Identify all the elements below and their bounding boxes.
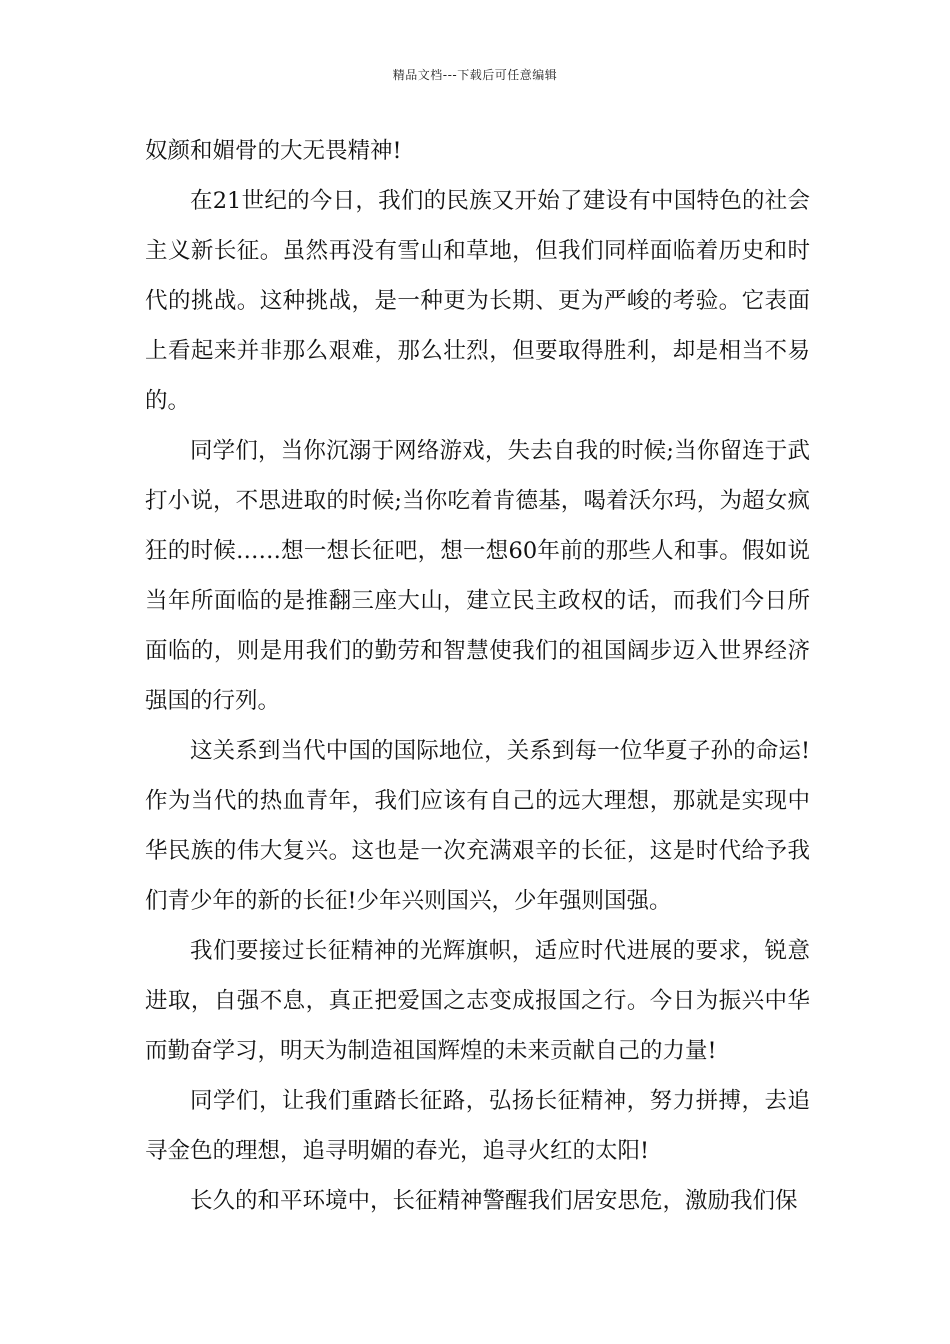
paragraph: 我们要接过长征精神的光辉旗帜，适应时代进展的要求，锐意进取，自强不息，真正把爱国之志变成报国之行。今日为振兴中华而勤奋学习，明天为制造祖国辉煌的未来贡献自己的力量! xyxy=(145,938,810,1064)
paragraph: 在21世纪的今日，我们的民族又开始了建设有中国特色的社会主义新长征。虽然再没有雪山和草地，但我们同样面临着历史和时代的挑战。这种挑战，是一种更为长期、更为严峻的考验。它表面上看起来并非那么艰难，那么壮烈，但要取得胜利，却是相当不易的。 xyxy=(145,188,810,414)
document-body xyxy=(145,126,810,1226)
paragraph: 长久的和平环境中，长征精神警醒我们居安思危，激励我们保 xyxy=(190,1188,798,1214)
page-header: 精品文档---下载后可任意编辑 xyxy=(392,68,558,82)
paragraph-continuation: 奴颜和媚骨的大无畏精神! xyxy=(145,138,402,164)
paragraph: 同学们，让我们重踏长征路，弘扬长征精神，努力拼搏，去追寻金色的理想，追寻明媚的春光，追寻火红的太阳! xyxy=(145,1088,810,1164)
paragraph: 这关系到当代中国的国际地位，关系到每一位华夏子孙的命运!作为当代的热血青年，我们应该有自己的远大理想，那就是实现中华民族的伟大复兴。这也是一次充满艰辛的长征，这是时代给予我们青少年的新的长征!少年兴则国兴，少年强则国强。 xyxy=(145,738,810,914)
paragraph: 同学们，当你沉溺于网络游戏，失去自我的时候;当你留连于武打小说，不思进取的时候;当你吃着肯德基，喝着沃尔玛，为超女疯狂的时候……想一想长征吧，想一想60年前的那些人和事。假如说当年所面临的是推翻三座大山，建立民主政权的话，而我们今日所面临的，则是用我们的勤劳和智慧使我们的祖国阔步迈入世界经济强国的行列。 xyxy=(145,438,810,714)
